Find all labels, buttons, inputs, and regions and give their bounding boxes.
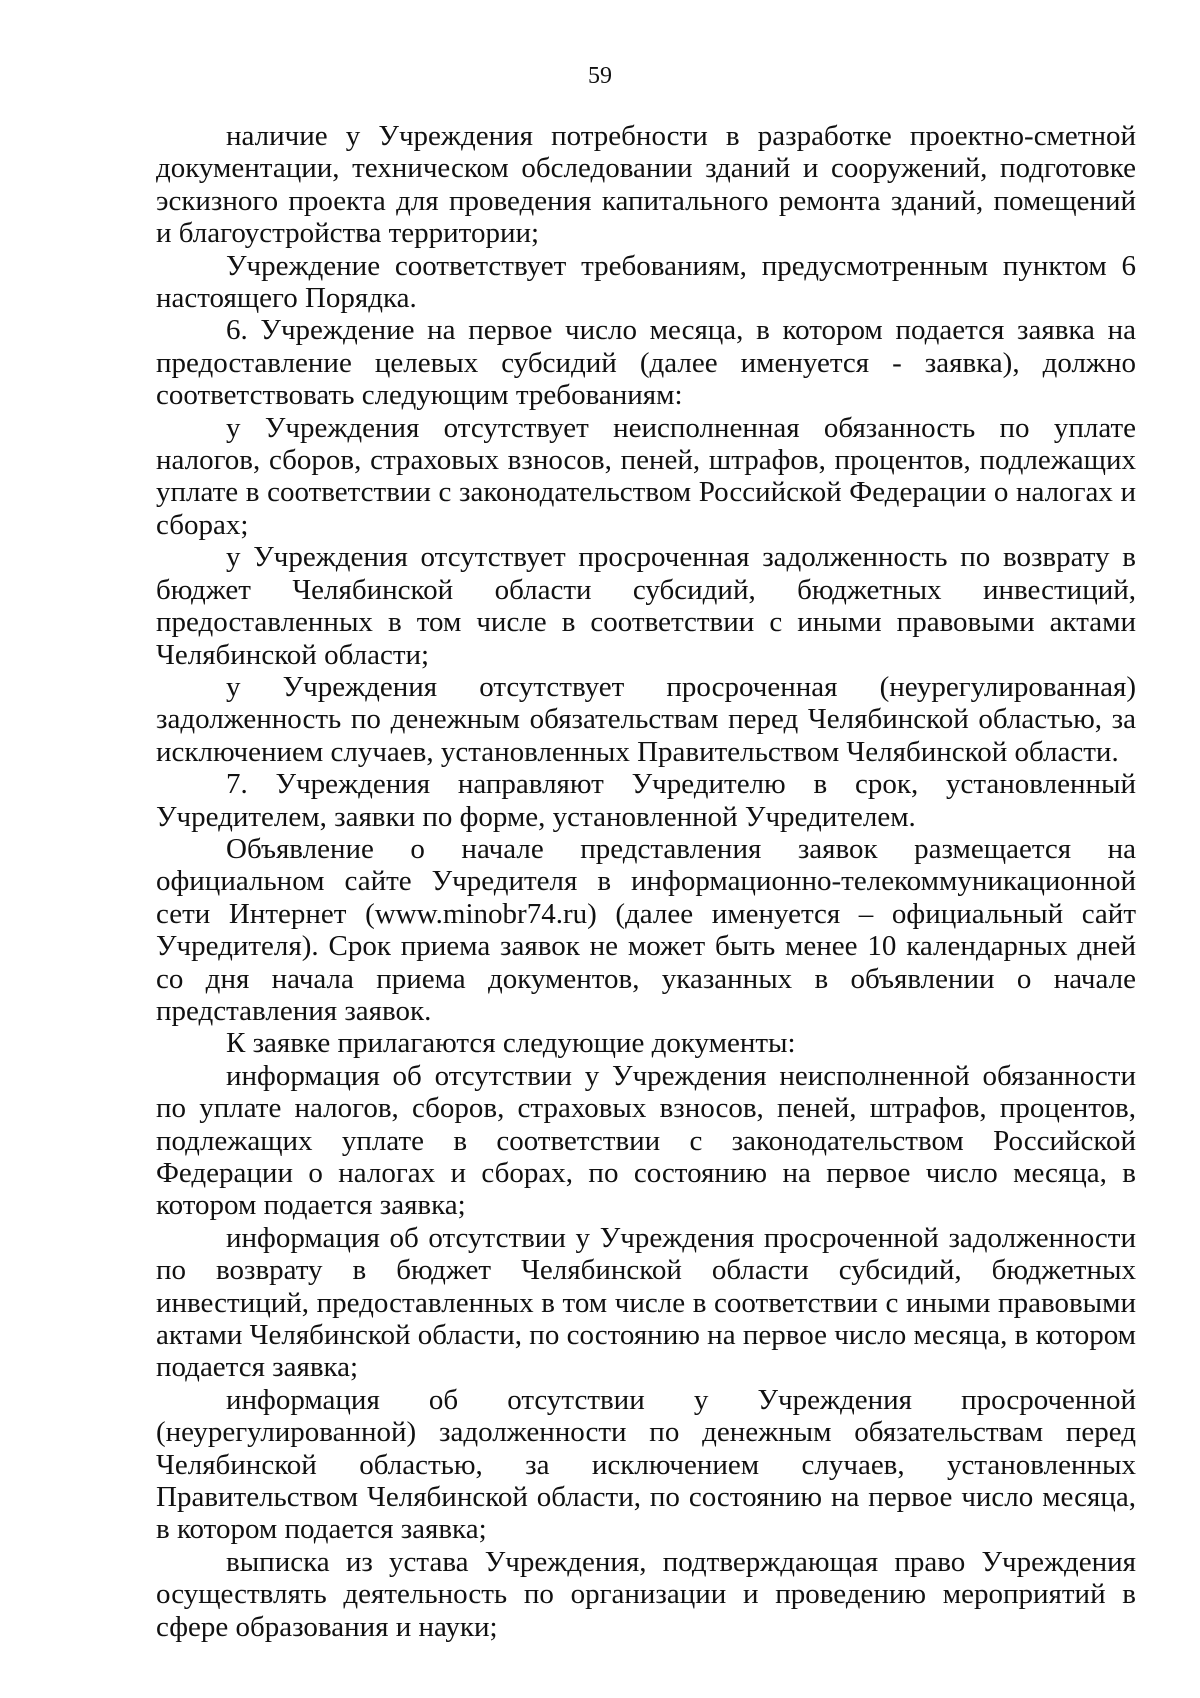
paragraph-11: информация об отсутствии у Учреждения просроченной задолженности по возврату в бюджет Челябинской области субсидий, бюджетных инвестиций, предоставленных в том числе в соответствии с иными правовыми актами Челябинской области, по состоянию на первое число месяца, в котором подается заявка; (156, 1221, 1136, 1384)
paragraph-13: выписка из устава Учреждения, подтверждающая право Учреждения осуществлять деятельность по организации и проведению мероприятий в сфере образования и науки; (156, 1545, 1136, 1643)
paragraph-8: Объявление о начале представления заявок размещается на официальном сайте Учредителя в информационно-телекоммуникационной сети Интернет (www.minobr74.ru) (далее именуется – официальный сайт Учредителя). Срок приема заявок не может быть менее 10 календарных дней со дня начала приема документов, указанных в объявлении о начале представления заявок. (156, 832, 1136, 1027)
paragraph-5: у Учреждения отсутствует просроченная задолженность по возврату в бюджет Челябинской области субсидий, бюджетных инвестиций, предоставленных в том числе в соответствии с иными правовыми актами Челябинской области; (156, 541, 1136, 671)
document-body (156, 120, 1136, 1643)
paragraph-7: 7. Учреждения направляют Учредителю в срок, установленный Учредителем, заявки по форме, установленной Учредителем. (156, 768, 1136, 833)
paragraph-9: К заявке прилагаются следующие документы: (226, 1027, 796, 1060)
page-number: 59 (588, 63, 612, 89)
paragraph-6: у Учреждения отсутствует просроченная (неурегулированная) задолженность по денежным обязательствам перед Челябинской областью, за исключением случаев, установленных Правительством Челябинской области. (156, 670, 1136, 768)
paragraph-4: у Учреждения отсутствует неисполненная обязанность по уплате налогов, сборов, страховых взносов, пеней, штрафов, процентов, подлежащих уплате в соответствии с законодательством Российской Федерации о налогах и сборах; (156, 411, 1136, 541)
paragraph-12: информация об отсутствии у Учреждения просроченной (неурегулированной) задолженности по денежным обязательствам перед Челябинской областью, за исключением случаев, установленных Правительством Челябинской области, по состоянию на первое число месяца, в котором подается заявка; (156, 1383, 1136, 1546)
paragraph-3: 6. Учреждение на первое число месяца, в котором подается заявка на предоставление целевых субсидий (далее именуется - заявка), должно соответствовать следующим требованиям: (156, 314, 1136, 412)
paragraph-1: наличие у Учреждения потребности в разработке проектно-сметной документации, техническом обследовании зданий и сооружений, подготовке эскизного проекта для проведения капитального ремонта зданий, помещений и благоустройства территории; (156, 120, 1136, 250)
paragraph-2: Учреждение соответствует требованиям, предусмотренным пунктом 6 настоящего Порядка. (156, 249, 1136, 315)
paragraph-10: информация об отсутствии у Учреждения неисполненной обязанности по уплате налогов, сборов, страховых взносов, пеней, штрафов, процентов, подлежащих уплате в соответствии с законодательством Российской Федерации о налогах и сборах, по состоянию на первое число месяца, в котором подается заявка; (156, 1059, 1136, 1222)
